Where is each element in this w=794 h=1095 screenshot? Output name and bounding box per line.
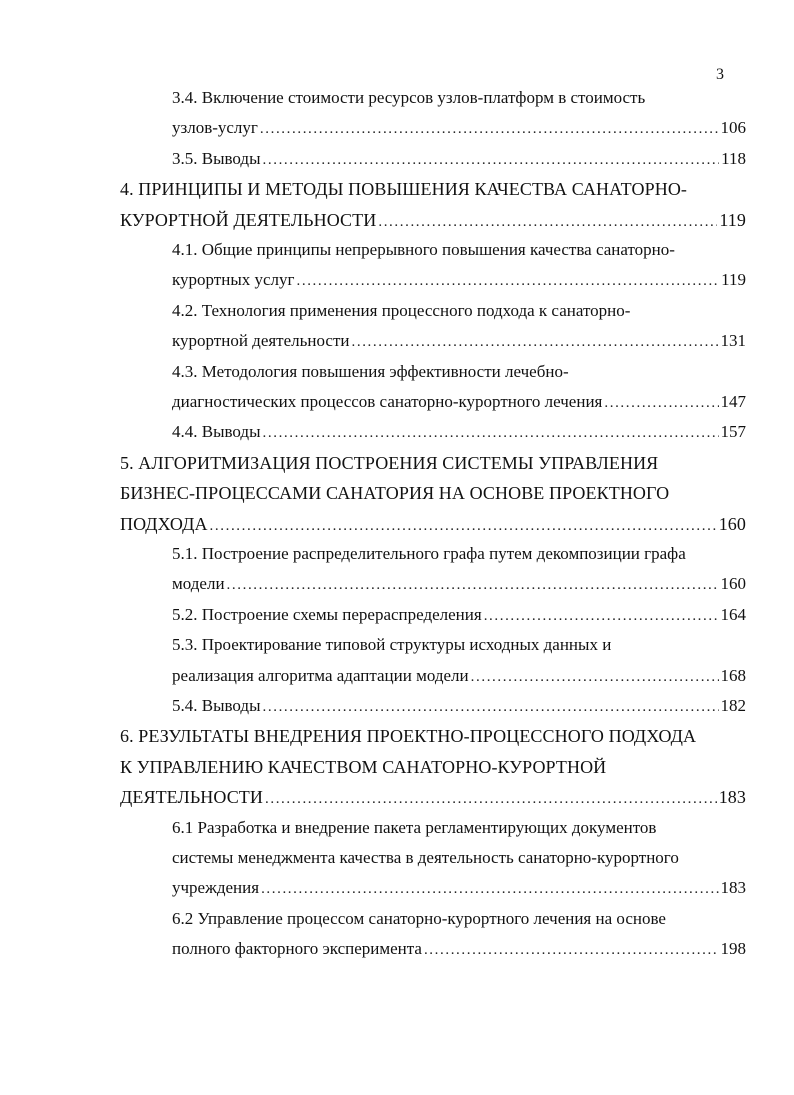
toc-entry-text: 4.2. Технология применения процессного подхода к санаторно- <box>172 300 631 320</box>
toc-entry-line <box>172 149 746 179</box>
toc-page-number[interactable]: 183 <box>720 878 746 898</box>
toc-entry-text: 5.4. Выводы <box>172 696 261 715</box>
toc-dot-leader <box>263 152 720 169</box>
toc-entry-line <box>172 331 746 361</box>
toc-entry-text: К УПРАВЛЕНИЮ КАЧЕСТВОМ САНАТОРНО-КУРОРТНОЙ <box>120 756 607 777</box>
toc-dot-leader <box>263 699 719 716</box>
toc-entry-heading-line <box>120 726 746 756</box>
toc-entry-line <box>172 696 746 726</box>
toc-entry-text: БИЗНЕС-ПРОЦЕССАМИ САНАТОРИЯ НА ОСНОВЕ ПРОЕКТНОГО <box>120 483 670 504</box>
toc-entry-text: 6.1 Разработка и внедрение пакета регламентирующих документов <box>172 817 657 837</box>
toc-dot-leader <box>471 669 719 686</box>
toc-entry-heading-line <box>120 757 746 787</box>
toc-dot-leader <box>378 214 717 231</box>
toc-entry-heading-line <box>172 88 746 118</box>
toc-entry-heading-line <box>172 635 746 665</box>
toc-entry-line <box>172 605 746 635</box>
toc-entry-text: курортной деятельности <box>172 331 350 351</box>
toc-page-number[interactable]: 118 <box>721 148 746 168</box>
toc-entry-line <box>172 270 746 300</box>
toc-entry-text: учреждения <box>172 878 260 898</box>
toc-entry-heading-line <box>172 301 746 331</box>
toc-dot-leader <box>352 334 719 351</box>
toc-entry-text: курортных услуг <box>172 270 295 290</box>
toc-entry-heading-line <box>172 240 746 270</box>
toc-page-number[interactable]: 168 <box>720 665 746 685</box>
toc-entry-text: реализация алгоритма адаптации модели <box>172 665 469 685</box>
toc-page-number[interactable]: 119 <box>721 270 746 290</box>
toc-dot-leader <box>263 425 719 442</box>
toc-entry-text: ДЕЯТЕЛЬНОСТИ <box>120 787 263 808</box>
toc-dot-leader <box>260 121 719 138</box>
toc-page-number[interactable]: 119 <box>719 209 746 230</box>
toc-page-number[interactable]: 106 <box>720 118 746 138</box>
toc-entry-heading-line <box>120 453 746 483</box>
toc-entry-text: 6. РЕЗУЛЬТАТЫ ВНЕДРЕНИЯ ПРОЕКТНО-ПРОЦЕССНОГО ПОДХОДА <box>120 726 697 747</box>
toc-entry-line <box>172 939 746 969</box>
toc-entry-line <box>172 666 746 696</box>
toc-entry-heading-line <box>172 544 746 574</box>
toc-dot-leader <box>604 395 718 412</box>
toc-entry-line <box>172 118 746 148</box>
toc-entry-line <box>172 878 746 908</box>
toc-entry-text: диагностических процессов санаторно-курортного лечения <box>172 392 603 411</box>
toc-entry-text: 5.3. Проектирование типовой структуры исходных данных и <box>172 635 612 655</box>
toc-entry-line <box>172 422 746 452</box>
page-number: 3 <box>716 66 724 83</box>
toc-dot-leader <box>261 881 718 898</box>
toc-page-number[interactable]: 160 <box>718 513 746 534</box>
toc-entry-line <box>172 574 746 604</box>
toc-entry-heading-line <box>172 818 746 848</box>
toc-page-number[interactable]: 182 <box>720 696 746 715</box>
toc-entry-heading-line <box>172 909 746 939</box>
toc-entry-heading-line <box>120 483 746 513</box>
toc-dot-leader <box>265 791 717 808</box>
toc-entry-text: ПОДХОДА <box>120 513 208 534</box>
toc-entry-text: модели <box>172 574 225 594</box>
toc-entry-text: 4.4. Выводы <box>172 422 261 442</box>
toc-entry-text: 4.1. Общие принципы непрерывного повышения качества санаторно- <box>172 240 675 259</box>
toc-entry-heading-line <box>172 362 746 392</box>
toc-entry-heading-line <box>172 848 746 878</box>
toc-entry-text: 4.3. Методология повышения эффективности лечебно- <box>172 361 569 381</box>
toc-entry-text: КУРОРТНОЙ ДЕЯТЕЛЬНОСТИ <box>120 209 377 230</box>
toc-dot-leader <box>484 608 719 625</box>
toc-entry-line <box>120 210 746 240</box>
toc-entry-text: системы менеджмента качества в деятельность санаторно-курортного <box>172 848 679 867</box>
toc-dot-leader <box>297 273 720 290</box>
toc-page-number[interactable]: 160 <box>720 574 746 594</box>
toc-entry-text: 5.1. Построение распределительного графа путем декомпозиции графа <box>172 544 686 563</box>
toc-page-number[interactable]: 147 <box>720 392 746 411</box>
toc-entry-text: 3.4. Включение стоимости ресурсов узлов-платформ в стоимость <box>172 88 646 107</box>
toc-entry-line <box>172 392 746 422</box>
toc-entry-text: 5.2. Построение схемы перераспределения <box>172 604 482 624</box>
toc-entry-text: 5. АЛГОРИТМИЗАЦИЯ ПОСТРОЕНИЯ СИСТЕМЫ УПРАВЛЕНИЯ <box>120 452 659 473</box>
toc-entry-heading-line <box>120 179 746 209</box>
toc-entry-text: 3.5. Выводы <box>172 148 261 168</box>
toc-page-number[interactable]: 164 <box>720 604 746 624</box>
toc-dot-leader <box>210 518 717 535</box>
toc-dot-leader <box>424 942 719 959</box>
toc-page-number[interactable]: 183 <box>718 787 746 808</box>
toc-entry-text: узлов-услуг <box>172 118 258 138</box>
toc-entry-line <box>120 787 746 817</box>
toc-dot-leader <box>227 577 719 594</box>
toc-page-number[interactable]: 198 <box>720 939 746 959</box>
toc-entry-text: 4. ПРИНЦИПЫ И МЕТОДЫ ПОВЫШЕНИЯ КАЧЕСТВА САНАТОРНО- <box>120 179 688 200</box>
toc-page-number[interactable]: 157 <box>720 422 746 442</box>
toc-entry-line <box>120 514 746 544</box>
toc-entry-text: 6.2 Управление процессом санаторно-курортного лечения на основе <box>172 908 666 928</box>
toc-entry-text: полного факторного эксперимента <box>172 939 422 959</box>
toc-page-number[interactable]: 131 <box>720 331 746 351</box>
